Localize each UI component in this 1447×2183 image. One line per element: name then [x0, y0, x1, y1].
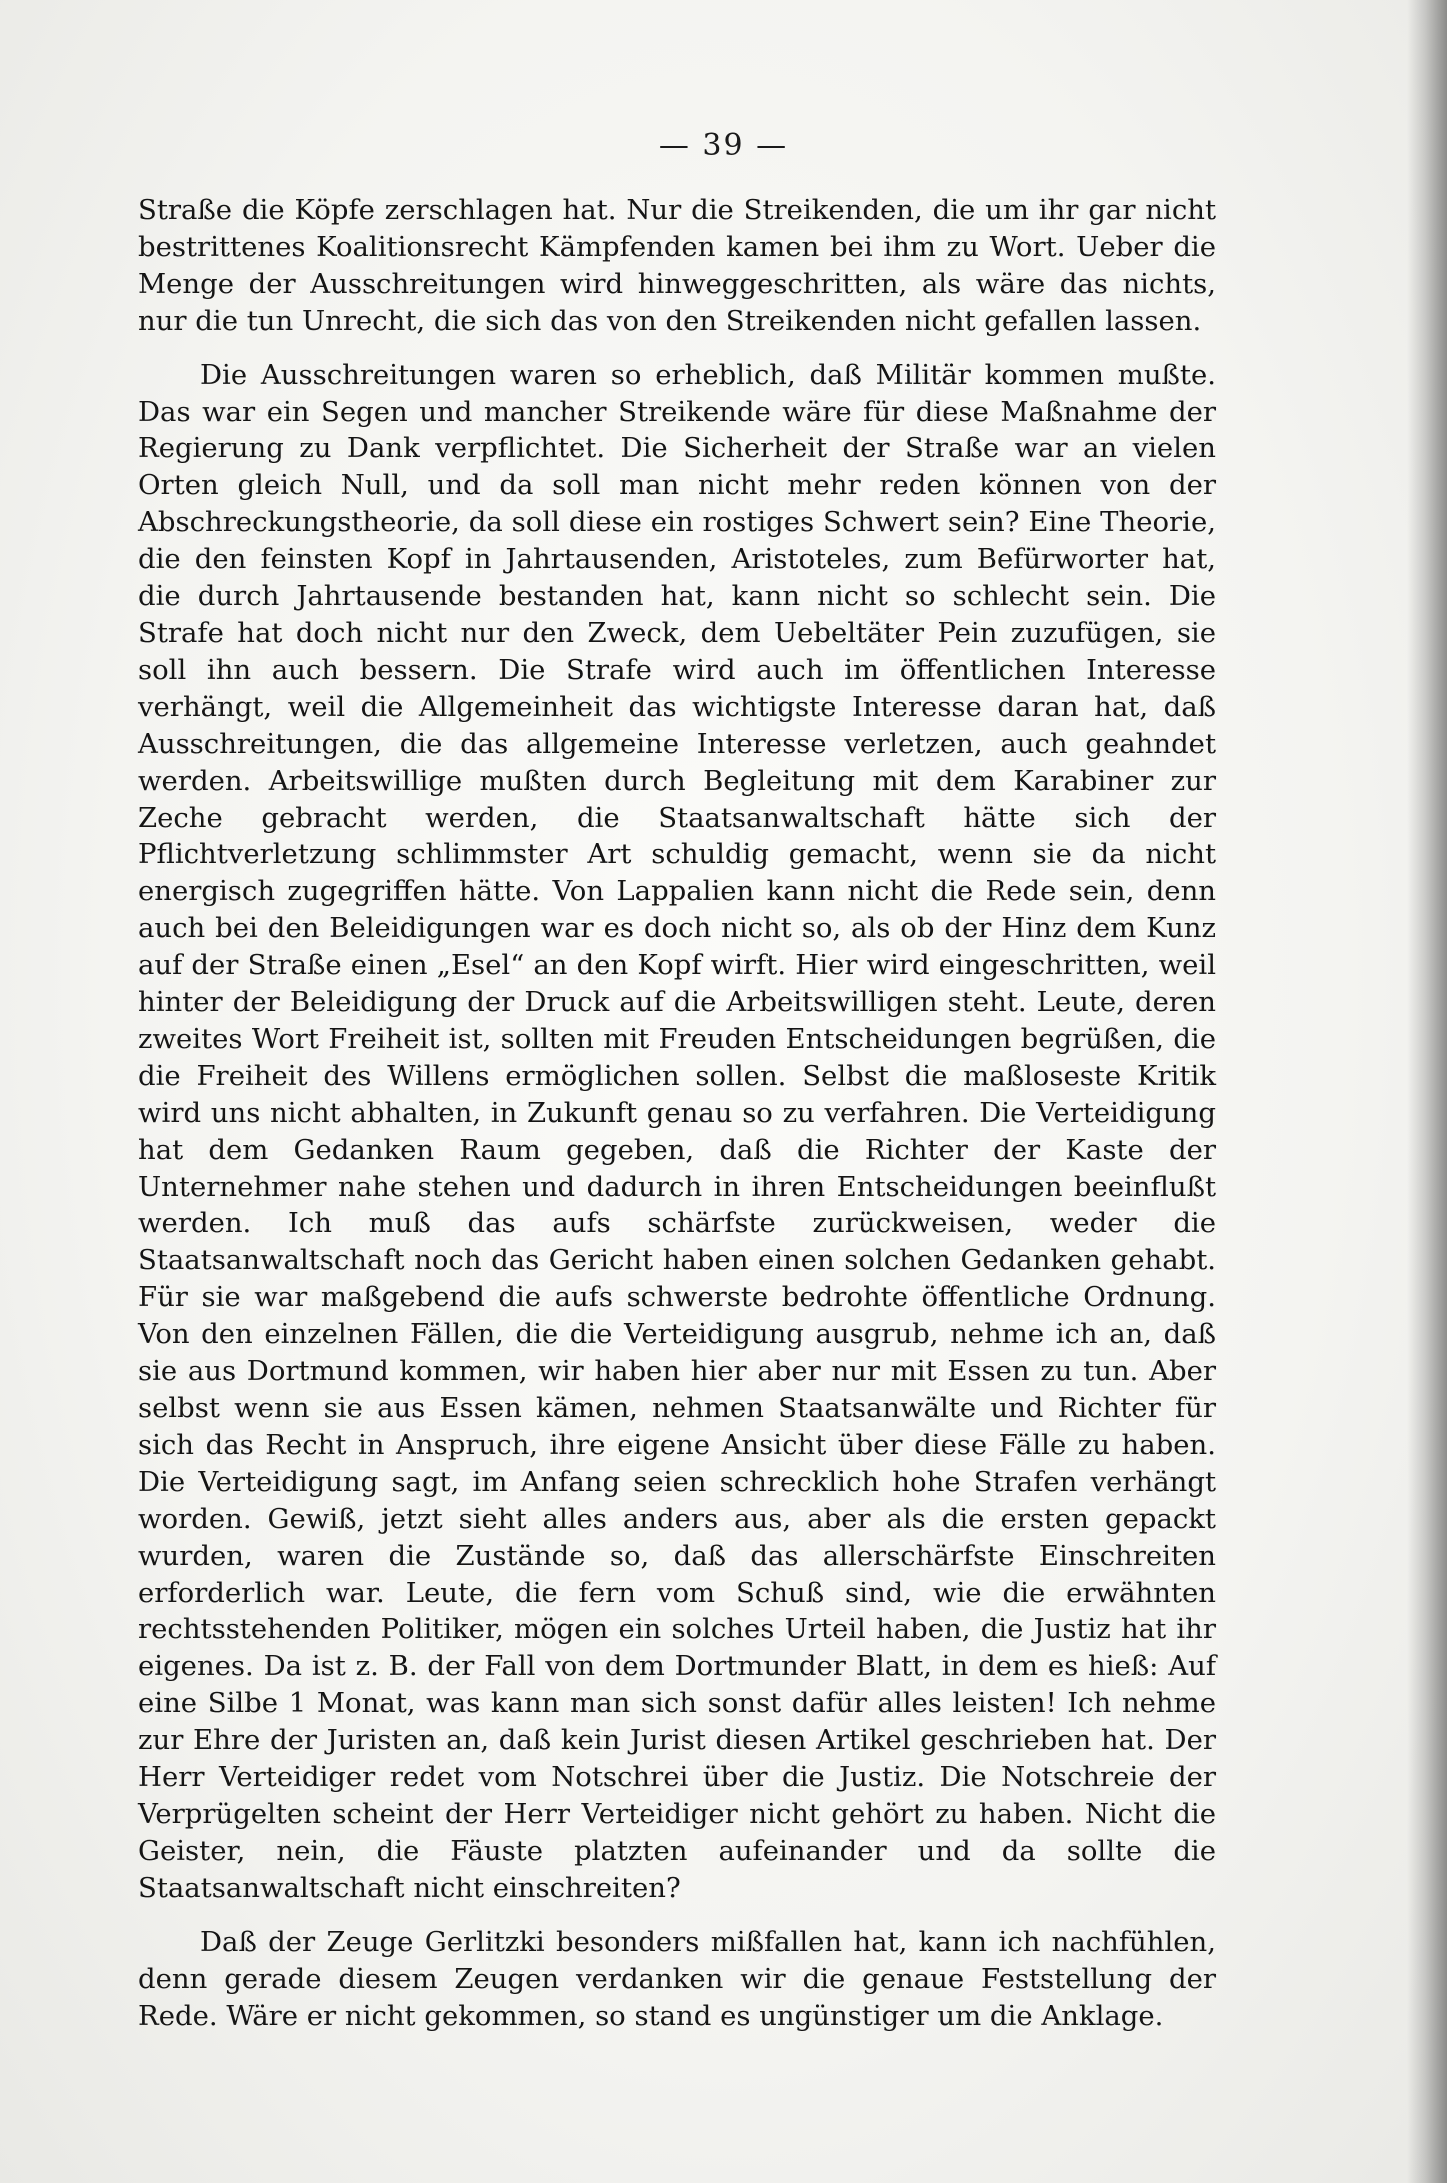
paragraph-2: Die Ausschreitungen waren so erheblich, daß Militär kommen mußte. Das war ein Segen und mancher Streikende wäre für diese Maßnahme der Regierung zu Dank verpflichtet. Die Sicherheit der Straße war an vielen Orten gleich Null, und da soll man nicht mehr reden können von der Abschreckungstheorie, da soll diese ein rostiges Schwert sein? Eine Theorie, die den feinsten Kopf in Jahrtausenden, Aristoteles, zum Befürworter hat, die durch Jahrtausende bestanden hat, kann nicht so schlecht sein. Die Strafe hat doch nicht nur den Zweck, dem Uebeltäter Pein zuzufügen, sie soll ihn auch bessern. Die Strafe wird auch im öffentlichen Interesse verhängt, weil die Allgemeinheit das wichtigste Interesse daran hat, daß Ausschreitungen, die das allgemeine Interesse verletzen, auch geahndet werden. Arbeitswillige mußten durch Begleitung mit dem Karabiner zur Zeche gebracht werden, die Staatsanwaltschaft hätte sich der Pflichtverletzung schlimmster Art schuldig gemacht, wenn sie da nicht energisch zugegriffen hätte. Von Lappalien kann nicht die Rede sein, denn auch bei den Beleidigungen war es doch nicht so, als ob der Hinz dem Kunz auf der Straße einen „Esel“ an den Kopf wirft. Hier wird eingeschritten, weil hinter der Beleidigung der Druck auf die Arbeitswilligen steht. Leute, deren zweites Wort Freiheit ist, sollten mit Freuden Entscheidungen begrüßen, die die Freiheit des Willens ermöglichen sollen. Selbst die maßloseste Kritik wird uns nicht abhalten, in Zukunft genau so zu verfahren. Die Verteidigung hat dem Gedanken Raum gegeben, daß die Richter der Kaste der Unternehmer nahe stehen und dadurch in ihren Entscheidungen beeinflußt werden. Ich muß das aufs schärfste zurückweisen, weder die Staatsanwaltschaft noch das Gericht haben einen solchen Gedanken gehabt. Für sie war maßgebend die aufs schwerste bedrohte öffentliche Ordnung. Von den einzelnen Fällen, die die Verteidigung ausgrub, nehme ich an, daß sie aus Dortmund kommen, wir haben hier aber nur mit Essen zu tun. Aber selbst wenn sie aus Essen kämen, nehmen Staatsanwälte und Richter für sich das Recht in Anspruch, ihre eigene Ansicht über diese Fälle zu haben. Die Verteidigung sagt, im Anfang seien schrecklich hohe Strafen verhängt worden. Gewiß, jetzt sieht alles anders aus, aber als die ersten gepackt wurden, waren die Zustände so, daß das allerschärfste Einschreiten erforderlich war. Leute, die fern vom Schuß sind, wie die erwähnten rechtsstehenden Politiker, mögen ein solches Urteil haben, die Justiz hat ihr eigenes. Da ist z. B. der Fall von dem Dortmunder Blatt, in dem es hieß: Auf eine Silbe 1 Monat, was kann man sich sonst dafür alles leisten! Ich nehme zur Ehre der Juristen an, daß kein Jurist diesen Artikel geschrieben hat. Der Herr Verteidiger redet vom Notschrei über die Justiz. Die Notschreie der Verprügelten scheint der Herr Verteidiger nicht gehört zu haben. Nicht die Geister, nein, die Fäuste platzten aufeinander und da sollte die Staatsanwaltschaft nicht einschreiten? [138, 358, 1216, 1904]
page-edge-shadow [1407, 0, 1447, 2183]
page-number: — 39 — [658, 128, 789, 163]
paragraph-3: Daß der Zeuge Gerlitzki besonders mißfallen hat, kann ich nachfühlen, denn gerade diesem Zeugen verdanken wir die genaue Feststellung der Rede. Wäre er nicht gekommen, so stand es ungünstiger um die Anklage. [138, 1925, 1216, 2032]
paragraph-1: Straße die Köpfe zerschlagen hat. Nur die Streikenden, die um ihr gar nicht bestrittenes Koalitionsrecht Kämpfenden kamen bei ihm zu Wort. Ueber die Menge der Ausschreitungen wird hinweggeschritten, als wäre das nichts, nur die tun Unrecht, die sich das von den Streikenden nicht gefallen lassen. [138, 194, 1216, 337]
body-text [138, 192, 1216, 2034]
